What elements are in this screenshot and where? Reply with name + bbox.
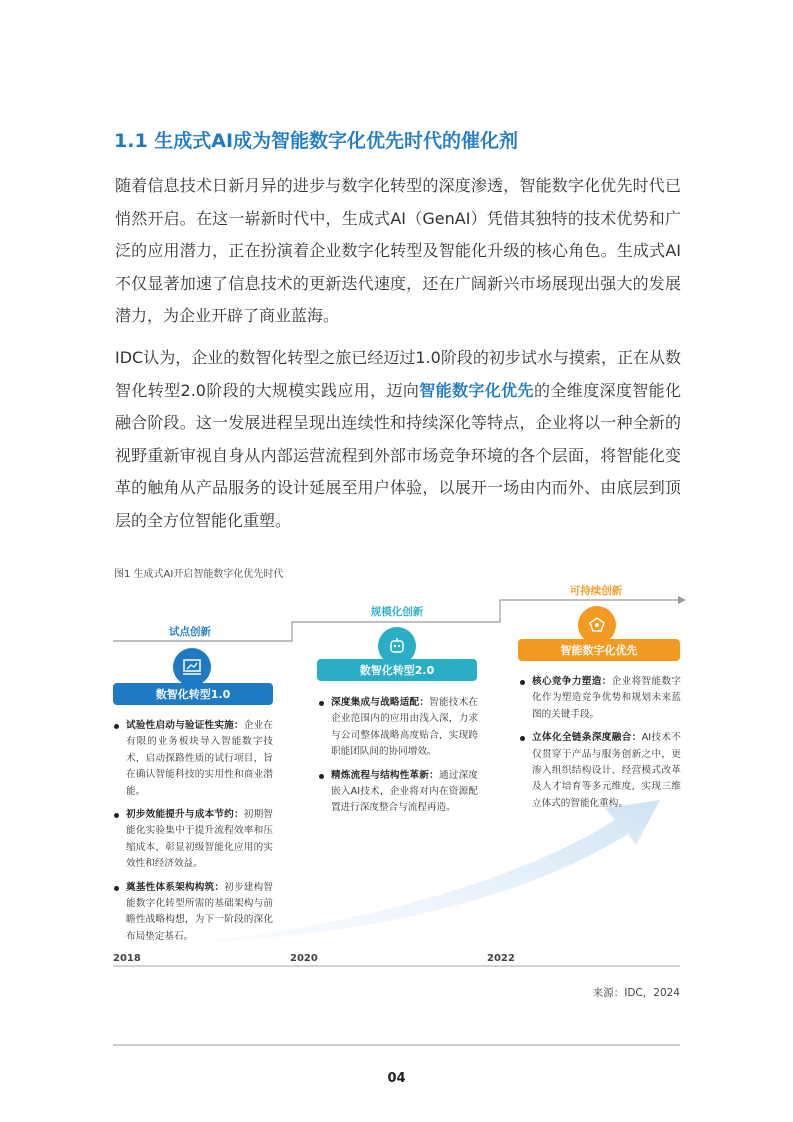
chart-monitor-icon — [173, 648, 211, 686]
list-item: 深度集成与战略适配：智能技术在企业范围内的应用由浅入深，力求与公司整体战略高度贴合，实现跨职能团队间的协同增效。 — [318, 695, 478, 761]
figure-caption: 图1 生成式AI开启智能数字化优先时代 — [114, 569, 284, 580]
list-item: 立体化全链条深度融合：AI技术不仅贯穿于产品与服务创新之中，更渗入组织结构设计、经营模式改革及人才培育等多元维度，实现三维立体式的智能化重构。 — [519, 730, 681, 812]
section-title: 1.1 生成式AI成为智能数字化优先时代的催化剂 — [114, 130, 519, 152]
list-item: 奠基性体系架构构筑：初步建构智能数字化转型所需的基础架构与前瞻性战略构想，为下一阶段的深化布局垫定基石。 — [113, 880, 273, 946]
paragraph-2-text: IDC认为，企业的数智化转型之旅已经迈过1.0阶段的初步试水与摸索，正在从数智化转型2.0阶段的大规模实践应用，迈向 — [115, 348, 681, 400]
paragraph-1: 随着信息技术日新月异的进步与数字化转型的深度渗透，智能数字化优先时代已悄然开启。在这一崭新时代中，生成式AI（GenAI）凭借其独特的技术优势和广泛的应用潜力，正在扮演着企业数字化转型及智能化升级的核心角色。生成式AI不仅显著加速了信息技术的更新迭代速度，还在广阔新兴市场展现出强大的发展潜力，为企业开辟了商业蓝海。 — [115, 176, 681, 326]
stage-2-list — [318, 695, 478, 824]
year-label: 2020 — [290, 953, 318, 964]
stage-arrowhead — [678, 596, 686, 604]
stage-banner-3: 智能数字化优先 — [518, 639, 680, 661]
figure-source: 来源：IDC，2024 — [592, 987, 680, 999]
stage-label-pilot: 试点创新 — [169, 626, 211, 638]
stage-banner-1: 数智化转型1.0 — [113, 683, 273, 705]
page-number: 04 — [387, 1071, 406, 1086]
list-item: 核心竞争力塑造：企业将智能数字化作为塑造竞争优势和规划未来蓝图的关键手段。 — [519, 674, 681, 723]
year-label: 2018 — [113, 953, 141, 964]
stage-1-list — [113, 718, 273, 952]
year-label: 2022 — [487, 953, 515, 964]
paragraph-2-text-end: 的全维度深度智能化融合阶段。这一发展进程呈现出连续性和持续深化等特点，企业将以一种全新的视野重新审视自身从内部运营流程到外部市场竞争环境的各个层面，将智能化变革的触角从产品服务的设计延展至用户体验，以展开一场由内而外、由底层到顶层的全方位智能化重塑。 — [115, 380, 681, 530]
list-item: 精炼流程与结构性革新：通过深度嵌入AI技术，企业将对内在资源配置进行深度整合与流程再造。 — [318, 768, 478, 817]
stage-label-sustainable: 可持续创新 — [569, 585, 623, 597]
stage-label-scale: 规模化创新 — [370, 606, 424, 618]
stage-3-list — [519, 674, 681, 819]
paragraph-2-highlight: 智能数字化优先 — [419, 380, 534, 400]
list-item: 初步效能提升与成本节约：初期智能化实验集中于提升流程效率和压缩成本，彰显初级智能化应用的实效性和经济效益。 — [113, 807, 273, 873]
list-item: 试验性启动与验证性实施：企业在有限的业务板块导入智能数字技术，启动探路性质的试行项目，旨在确认智能科技的实用性和商业潜能。 — [113, 718, 273, 800]
stage-banner-2: 数智化转型2.0 — [317, 659, 477, 681]
